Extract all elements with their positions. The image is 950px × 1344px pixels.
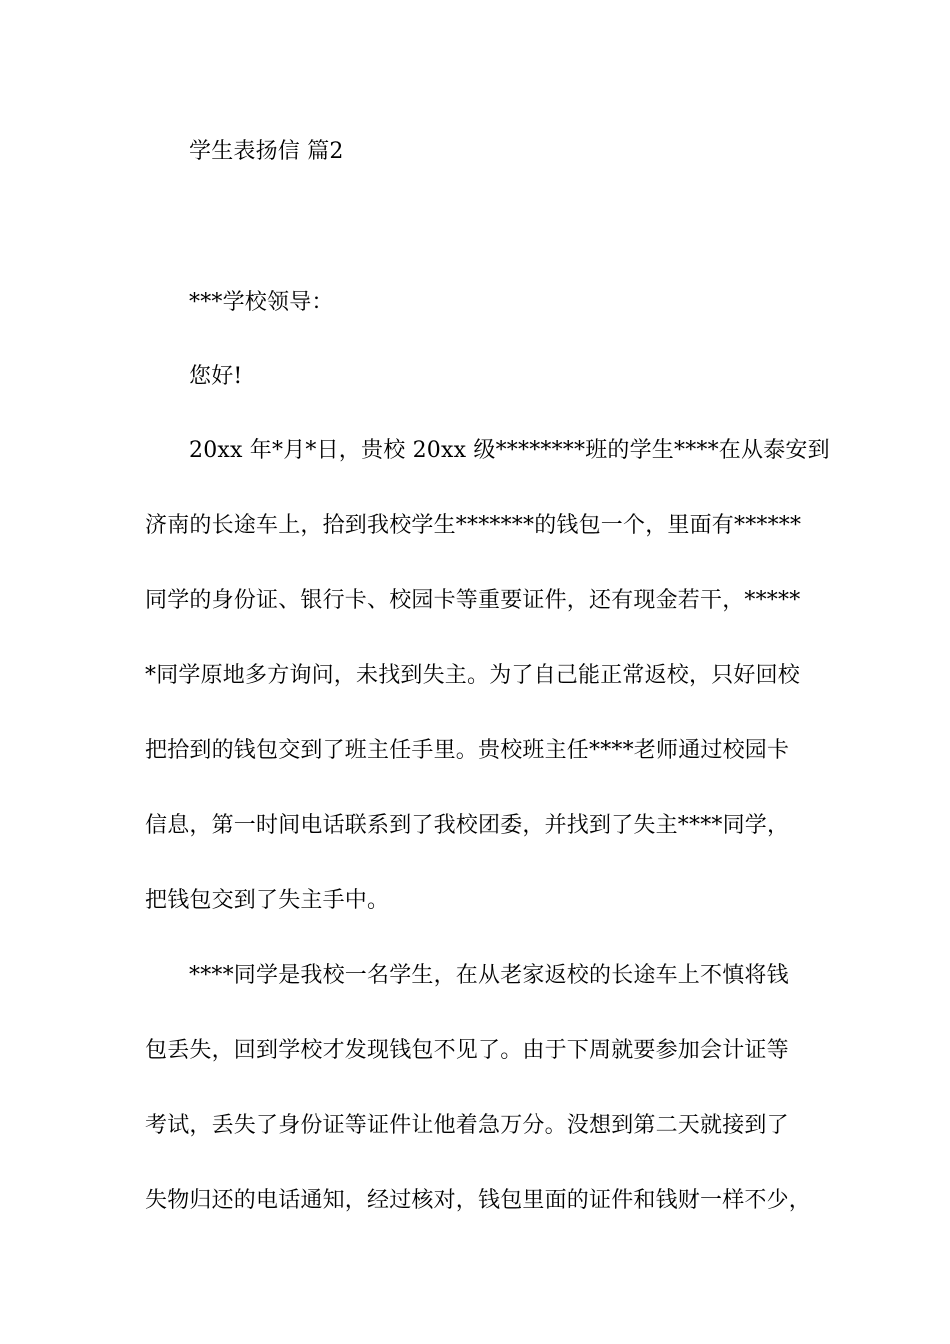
paragraph-line: 包丢失，回到学校才发现钱包不见了。由于下周就要参加会计证等 [145,1038,789,1063]
paragraph-line: 把钱包交到了失主手中。 [145,888,390,913]
paragraph-line: 把拾到的钱包交到了班主任手里。贵校班主任****老师通过校园卡 [145,738,790,763]
paragraph-line: 济南的长途车上，拾到我校学生*******的钱包一个，里面有****** [145,513,802,538]
paragraph-line: *同学原地多方询问，未找到失主。为了自己能正常返校，只好回校 [145,663,801,688]
greeting: 您好! [189,364,243,389]
salutation: ***学校领导： [189,290,334,315]
paragraph-line: 失物归还的电话通知，经过核对，钱包里面的证件和钱财一样不少， [145,1188,812,1213]
paragraph-line: 同学的身份证、银行卡、校园卡等重要证件，还有现金若干，***** [145,588,801,613]
paragraph-line: 考试，丢失了身份证等证件让他着急万分。没想到第二天就接到了 [145,1113,789,1138]
document-title: 学生表扬信 篇2 [189,139,344,164]
paragraph-line: 信息，第一时间电话联系到了我校团委，并找到了失主****同学， [145,813,790,838]
paragraph-line: 20xx 年*月*日，贵校 20xx 级********班的学生****在从泰安到 [189,438,830,463]
paragraph-line: ****同学是我校一名学生，在从老家返校的长途车上不慎将钱 [189,963,789,988]
